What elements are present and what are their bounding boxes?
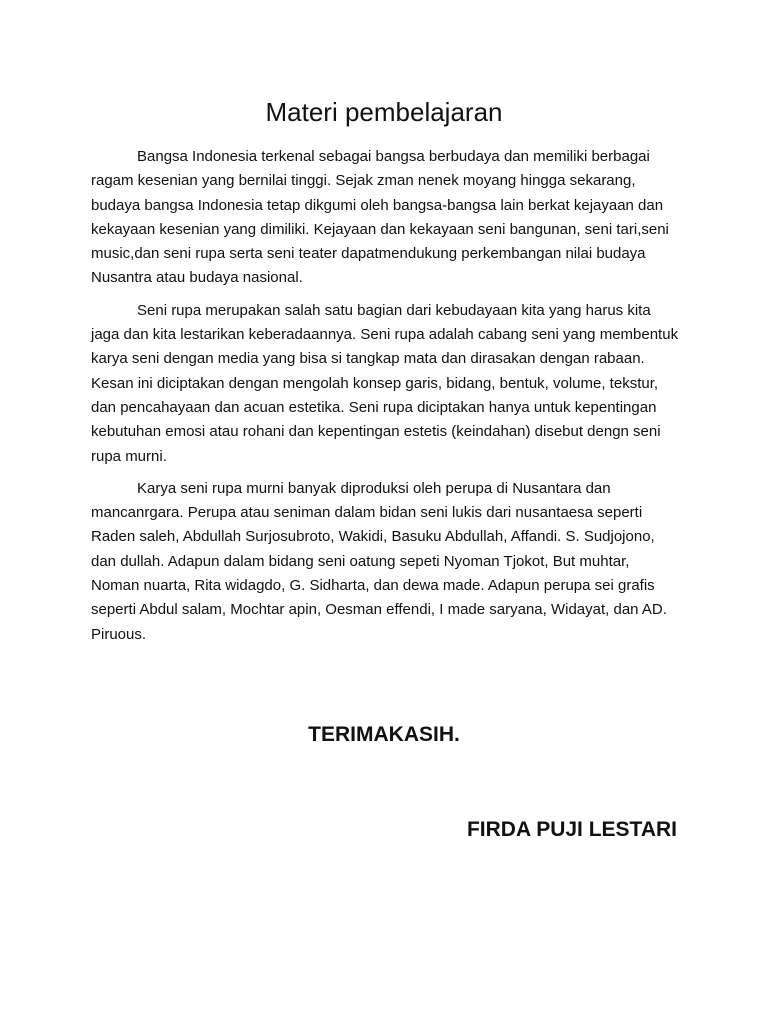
- author-name: FIRDA PUJI LESTARI: [466, 818, 677, 841]
- paragraph-2: Seni rupa merupakan salah satu bagian dari kebudayaan kita yang harus kita jaga dan kita lestarikan keberadaannya. Seni rupa adalah cabang seni yang membentuk karya seni dengan media yang bisa si tangkap mata dan dirasakan dengan rabaan. Kesan ini diciptakan dengan mengolah konsep garis, bidang, bentuk, volume, tekstur, dan pencahayaan dan acuan estetika. Seni rupa diciptakan hanya untuk kepentingan kebutuhan emosi atau rohani dan kepentingan estetis (keindahan) disebut dengn seni rupa murni.: [91, 301, 679, 465]
- body-text: [91, 145, 679, 655]
- paragraph-1: Bangsa Indonesia terkenal sebagai bangsa berbudaya dan memiliki berbagai ragam kesenian yang bernilai tinggi. Sejak zman nenek moyang hingga sekarang, budaya bangsa Indonesia tetap dikgumi oleh bangsa-bangsa lain berkat kejayaan dan kekayaan kesenian yang dimiliki. Kejayaan dan kekayaan seni bangunan, seni tari,seni music,dan seni rupa serta seni teater dapatmendukung perkembangan nilai budaya Nusantra atau budaya nasional.: [91, 148, 669, 287]
- closing-text: TERIMAKASIH.: [308, 723, 460, 746]
- paragraph-3: Karya seni rupa murni banyak diproduksi oleh perupa di Nusantara dan mancanrgara. Perupa atau seniman dalam bidan seni lukis dari nusantaesa seperti Raden saleh, Abdullah Surjosubroto, Wakidi, Basuku Abdullah, Affandi. S. Sudjojono, dan dullah. Adapun dalam bidang seni oatung sepeti Nyoman Tjokot, But muhtar, Noman nuarta, Rita widagdo, G. Sidharta, dan dewa made. Adapun perupa sei grafis seperti Abdul salam, Mochtar apin, Oesman effendi, I made saryana, Widayat, dan AD. Piruous.: [91, 479, 667, 643]
- page-title: Materi pembelajaran: [265, 97, 503, 127]
